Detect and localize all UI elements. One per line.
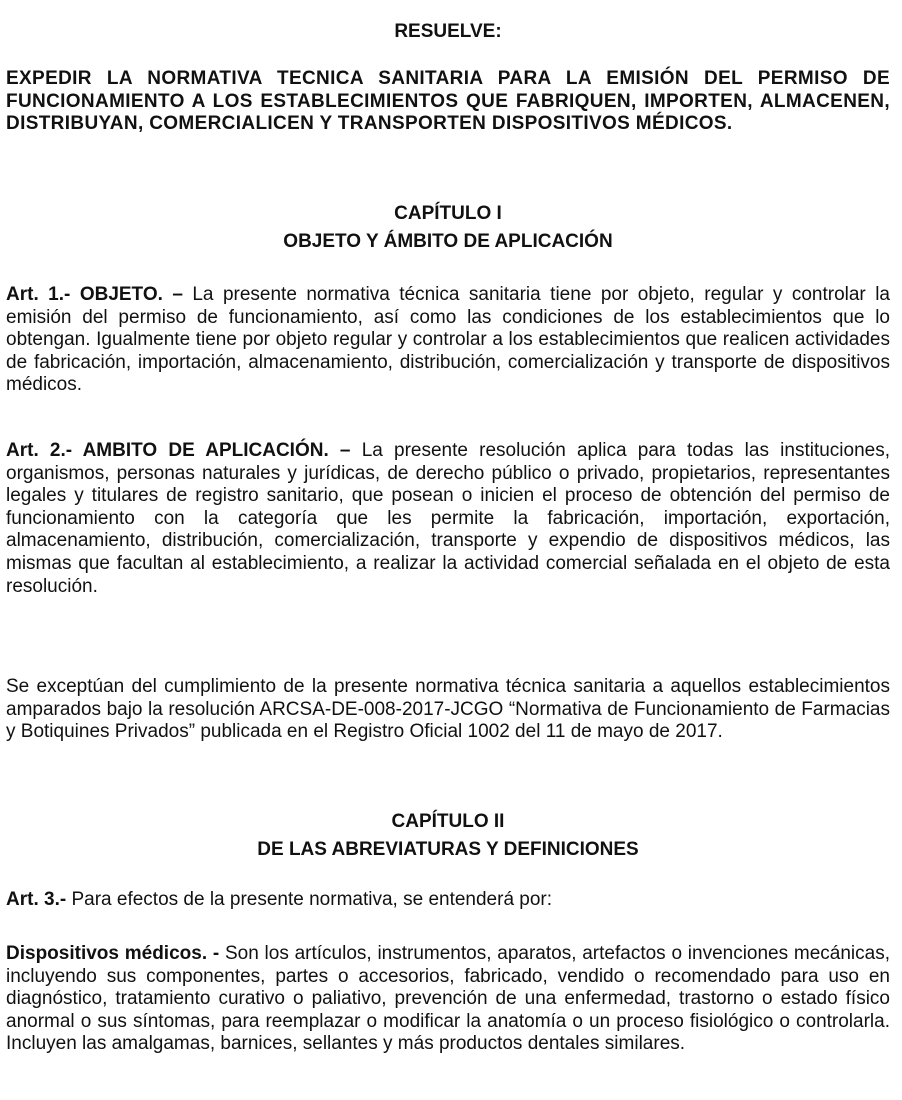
definition-text: Son los artículos, instrumentos, aparatos, artefactos o invenciones mecánicas, incluyendo sus componentes, partes o accesorios, fabricado, vendido o recomendado para uso en diagnóstico, tratamiento curativo o paliativo, prevención de una enfermedad, trastorno o estado físico anormal o sus síntomas, para reemplazar o modificar la anatomía o un proceso fisiológico o controlarla. Incluyen las amalgamas, barnices, sellantes y más productos dentales similares.	[6, 943, 890, 1055]
article-2-text: La presente resolución aplica para todas las instituciones, organismos, personas naturales y jurídicas, de derecho público o privado, propietarios, representantes legales y titulares de registro sanitario, que posean o inicien el proceso de obtención del permiso de funcionamiento con la categoría que les permite la fabricación, importación, exportación, almacenamiento, distribución, comercialización, transporte y expendio de dispositivos médicos, las mismas que facultan al establecimiento, a realizar la actividad comercial señalada en el objeto de esta resolución.	[6, 440, 890, 597]
resolution-title: EXPEDIR LA NORMATIVA TECNICA SANITARIA PARA LA EMISIÓN DEL PERMISO DE FUNCIONAMIENTO A LOS ESTABLECIMIENTOS QUE FABRIQUEN, IMPORTEN, ALMACENEN, DISTRIBUYAN, COMERCIALICEN Y TRANSPORTEN DISPOSITIVOS MÉDICOS.	[6, 68, 890, 135]
article-2	[6, 440, 890, 598]
definition-dispositivos-medicos	[6, 943, 890, 1056]
article-2-label: Art. 2.- AMBITO DE APLICACIÓN. –	[6, 440, 351, 461]
article-1-label: Art. 1.- OBJETO. –	[6, 284, 183, 305]
article-3-label: Art. 3.-	[6, 889, 67, 910]
chapter-1-title: OBJETO Y ÁMBITO DE APLICACIÓN	[283, 230, 613, 252]
chapter-2-number: CAPÍTULO II	[391, 811, 505, 832]
article-1	[6, 284, 890, 397]
definition-term: Dispositivos médicos. -	[6, 943, 220, 964]
resuelve-heading: RESUELVE:	[394, 21, 502, 42]
article-3-text: Para efectos de la presente normativa, se entenderá por:	[66, 889, 553, 910]
chapter-1-heading	[6, 203, 890, 253]
article-1-text: La presente normativa técnica sanitaria tiene por objeto, regular y controlar la emisión del permiso de funcionamiento, así como las condiciones de los establecimientos que lo obtengan. Igualmente tiene por objeto regular y controlar a los establecimientos que realicen actividades de fabricación, importación, almacenamiento, distribución, comercialización y transporte de dispositivos médicos.	[6, 284, 891, 396]
exception-paragraph: Se exceptúan del cumplimiento de la presente normativa técnica sanitaria a aquellos establecimientos amparados bajo la resolución ARCSA-DE-008-2017-JCGO “Normativa de Funcionamiento de Farmacias y Botiquines Privados” publicada en el Registro Oficial 1002 del 11 de mayo de 2017.	[6, 676, 890, 743]
chapter-1-number: CAPÍTULO I	[394, 203, 502, 224]
chapter-2-title: DE LAS ABREVIATURAS Y DEFINICIONES	[257, 838, 639, 860]
article-3	[6, 889, 890, 912]
chapter-2-heading	[6, 811, 890, 861]
